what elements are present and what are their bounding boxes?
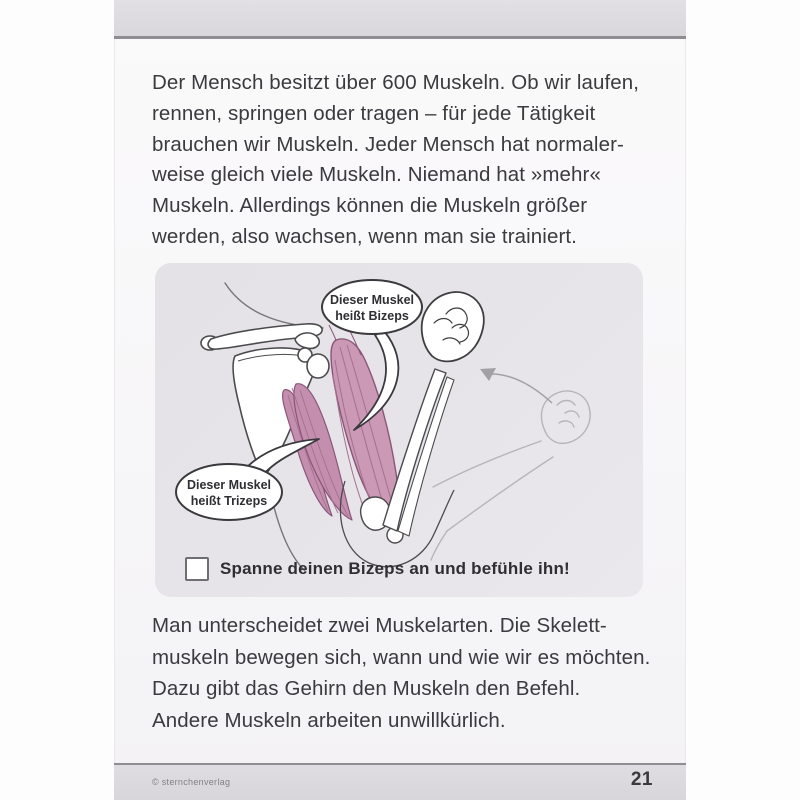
task-label: Spanne deinen Bizeps an und befühle ihn! [220, 559, 570, 578]
body-line: Dazu gibt das Gehirn den Muskeln den Befehl. [152, 677, 581, 700]
intro-line: rennen, springen oder tragen – für jede Tätigkeit [152, 101, 596, 125]
acromion-bone [295, 333, 319, 349]
bizeps-label-line2: heißt Bizeps [335, 309, 409, 323]
body-line: muskeln bewegen sich, wann und wie wir es möchten. [152, 645, 651, 669]
bizeps-label-line1: Dieser Muskel [329, 293, 415, 307]
intro-line: brauchen wir Muskeln. Jeder Mensch hat normaler- [152, 132, 624, 156]
intro-line: Der Mensch besitzt über 600 Muskeln. Ob wir laufen, [152, 71, 640, 94]
page-footer [114, 763, 686, 800]
body-line: Man unterscheidet zwei Muskelarten. Die Skelett- [152, 614, 607, 637]
ghost-arm [431, 391, 590, 560]
trizeps-label-line2: heißt Trizeps [190, 494, 268, 508]
body-paragraph [152, 610, 650, 736]
intro-line: werden, also wachsen, wenn man sie trainiert. [152, 224, 577, 248]
publisher-copyright: © sternchenverlag [152, 777, 231, 787]
intro-line: weise gleich viele Muskeln. Niemand hat »mehr« [152, 163, 601, 187]
intro-paragraph [152, 68, 639, 253]
body-line: Andere Muskeln arbeiten unwillkürlich. [152, 708, 506, 732]
trizeps-label-line1: Dieser Muskel [186, 478, 272, 492]
arm-anatomy-illustration [155, 263, 643, 597]
fist [422, 292, 484, 361]
task-checkbox [185, 557, 209, 581]
page-top-edge [114, 0, 686, 39]
humerus-head [307, 354, 329, 378]
page-number: 21 [630, 769, 653, 790]
intro-line: Muskeln. Allerdings können die Muskeln größer [152, 194, 588, 218]
motion-arrow [480, 368, 552, 403]
task-row [185, 557, 570, 581]
speech-bubble-trizeps [176, 439, 319, 520]
ghost-fist [541, 391, 590, 443]
page [114, 0, 686, 800]
muscle-figure-panel [155, 263, 643, 597]
